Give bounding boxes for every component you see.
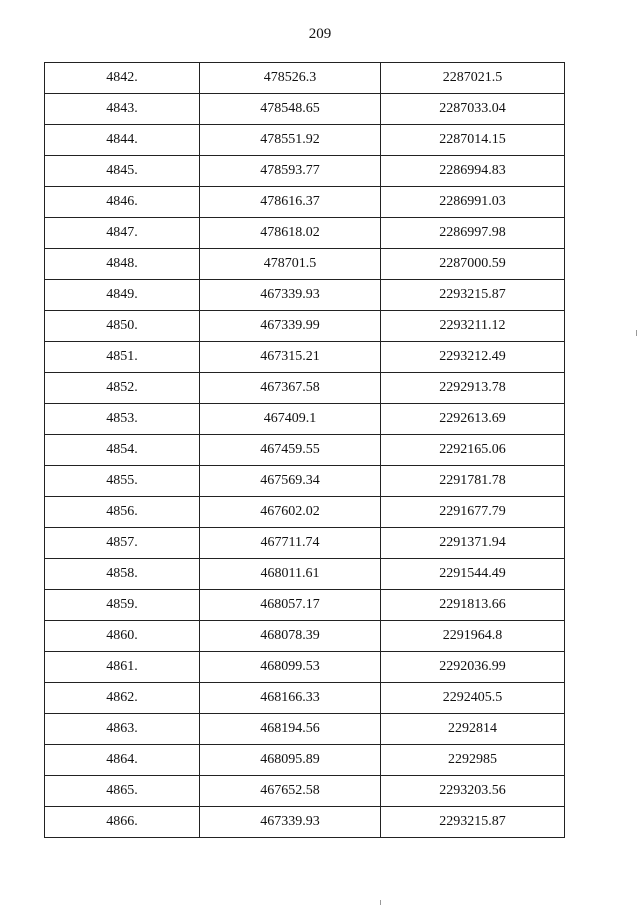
table-row: [45, 94, 565, 125]
y-coordinate-cell: 2292165.06: [381, 435, 565, 466]
table-row: [45, 745, 565, 776]
point-number-cell: 4863.: [45, 714, 200, 745]
table-row: [45, 311, 565, 342]
table-row: [45, 714, 565, 745]
y-coordinate-cell: 2291371.94: [381, 528, 565, 559]
scan-edge-mark: [636, 330, 637, 336]
y-coordinate-cell: 2291964.8: [381, 621, 565, 652]
table-row: [45, 590, 565, 621]
x-coordinate-cell: 478526.3: [200, 63, 381, 94]
point-number-cell: 4847.: [45, 218, 200, 249]
table-row: [45, 218, 565, 249]
point-number-cell: 4862.: [45, 683, 200, 714]
x-coordinate-cell: 468194.56: [200, 714, 381, 745]
y-coordinate-cell: 2287000.59: [381, 249, 565, 280]
table-row: [45, 404, 565, 435]
x-coordinate-cell: 478701.5: [200, 249, 381, 280]
x-coordinate-cell: 467315.21: [200, 342, 381, 373]
x-coordinate-cell: 467459.55: [200, 435, 381, 466]
y-coordinate-cell: 2292613.69: [381, 404, 565, 435]
point-number-cell: 4856.: [45, 497, 200, 528]
x-coordinate-cell: 468011.61: [200, 559, 381, 590]
point-number-cell: 4854.: [45, 435, 200, 466]
point-number-cell: 4852.: [45, 373, 200, 404]
coordinates-table-body: [45, 63, 565, 838]
table-row: [45, 373, 565, 404]
table-row: [45, 125, 565, 156]
table-row: [45, 559, 565, 590]
y-coordinate-cell: 2292913.78: [381, 373, 565, 404]
scan-edge-mark: [380, 900, 381, 905]
point-number-cell: 4849.: [45, 280, 200, 311]
y-coordinate-cell: 2293212.49: [381, 342, 565, 373]
point-number-cell: 4860.: [45, 621, 200, 652]
point-number-cell: 4857.: [45, 528, 200, 559]
x-coordinate-cell: 478551.92: [200, 125, 381, 156]
table-row: [45, 280, 565, 311]
table-row: [45, 63, 565, 94]
y-coordinate-cell: 2291781.78: [381, 466, 565, 497]
point-number-cell: 4846.: [45, 187, 200, 218]
x-coordinate-cell: 468099.53: [200, 652, 381, 683]
x-coordinate-cell: 468057.17: [200, 590, 381, 621]
x-coordinate-cell: 478616.37: [200, 187, 381, 218]
y-coordinate-cell: 2291813.66: [381, 590, 565, 621]
y-coordinate-cell: 2292814: [381, 714, 565, 745]
x-coordinate-cell: 467602.02: [200, 497, 381, 528]
table-row: [45, 156, 565, 187]
table-row: [45, 683, 565, 714]
y-coordinate-cell: 2292405.5: [381, 683, 565, 714]
y-coordinate-cell: 2286994.83: [381, 156, 565, 187]
point-number-cell: 4855.: [45, 466, 200, 497]
y-coordinate-cell: 2286991.03: [381, 187, 565, 218]
x-coordinate-cell: 467339.99: [200, 311, 381, 342]
x-coordinate-cell: 467367.58: [200, 373, 381, 404]
x-coordinate-cell: 467409.1: [200, 404, 381, 435]
x-coordinate-cell: 467569.34: [200, 466, 381, 497]
table-row: [45, 466, 565, 497]
table-row: [45, 621, 565, 652]
y-coordinate-cell: 2293215.87: [381, 280, 565, 311]
point-number-cell: 4859.: [45, 590, 200, 621]
point-number-cell: 4861.: [45, 652, 200, 683]
table-row: [45, 342, 565, 373]
x-coordinate-cell: 468166.33: [200, 683, 381, 714]
y-coordinate-cell: 2287033.04: [381, 94, 565, 125]
point-number-cell: 4845.: [45, 156, 200, 187]
table-row: [45, 187, 565, 218]
table-row: [45, 249, 565, 280]
table-row: [45, 528, 565, 559]
y-coordinate-cell: 2292985: [381, 745, 565, 776]
y-coordinate-cell: 2291544.49: [381, 559, 565, 590]
y-coordinate-cell: 2293215.87: [381, 807, 565, 838]
point-number-cell: 4850.: [45, 311, 200, 342]
y-coordinate-cell: 2293203.56: [381, 776, 565, 807]
point-number-cell: 4851.: [45, 342, 200, 373]
point-number-cell: 4842.: [45, 63, 200, 94]
point-number-cell: 4853.: [45, 404, 200, 435]
x-coordinate-cell: 468078.39: [200, 621, 381, 652]
x-coordinate-cell: 467711.74: [200, 528, 381, 559]
point-number-cell: 4866.: [45, 807, 200, 838]
coordinates-table: [44, 62, 565, 838]
y-coordinate-cell: 2293211.12: [381, 311, 565, 342]
point-number-cell: 4858.: [45, 559, 200, 590]
point-number-cell: 4844.: [45, 125, 200, 156]
page-number: 209: [308, 26, 332, 42]
x-coordinate-cell: 478618.02: [200, 218, 381, 249]
x-coordinate-cell: 467339.93: [200, 807, 381, 838]
point-number-cell: 4848.: [45, 249, 200, 280]
y-coordinate-cell: 2291677.79: [381, 497, 565, 528]
x-coordinate-cell: 468095.89: [200, 745, 381, 776]
x-coordinate-cell: 478593.77: [200, 156, 381, 187]
table-row: [45, 807, 565, 838]
point-number-cell: 4864.: [45, 745, 200, 776]
table-row: [45, 435, 565, 466]
y-coordinate-cell: 2292036.99: [381, 652, 565, 683]
point-number-cell: 4865.: [45, 776, 200, 807]
x-coordinate-cell: 467652.58: [200, 776, 381, 807]
y-coordinate-cell: 2287014.15: [381, 125, 565, 156]
point-number-cell: 4843.: [45, 94, 200, 125]
table-row: [45, 652, 565, 683]
table-row: [45, 776, 565, 807]
x-coordinate-cell: 467339.93: [200, 280, 381, 311]
y-coordinate-cell: 2286997.98: [381, 218, 565, 249]
y-coordinate-cell: 2287021.5: [381, 63, 565, 94]
table-row: [45, 497, 565, 528]
x-coordinate-cell: 478548.65: [200, 94, 381, 125]
